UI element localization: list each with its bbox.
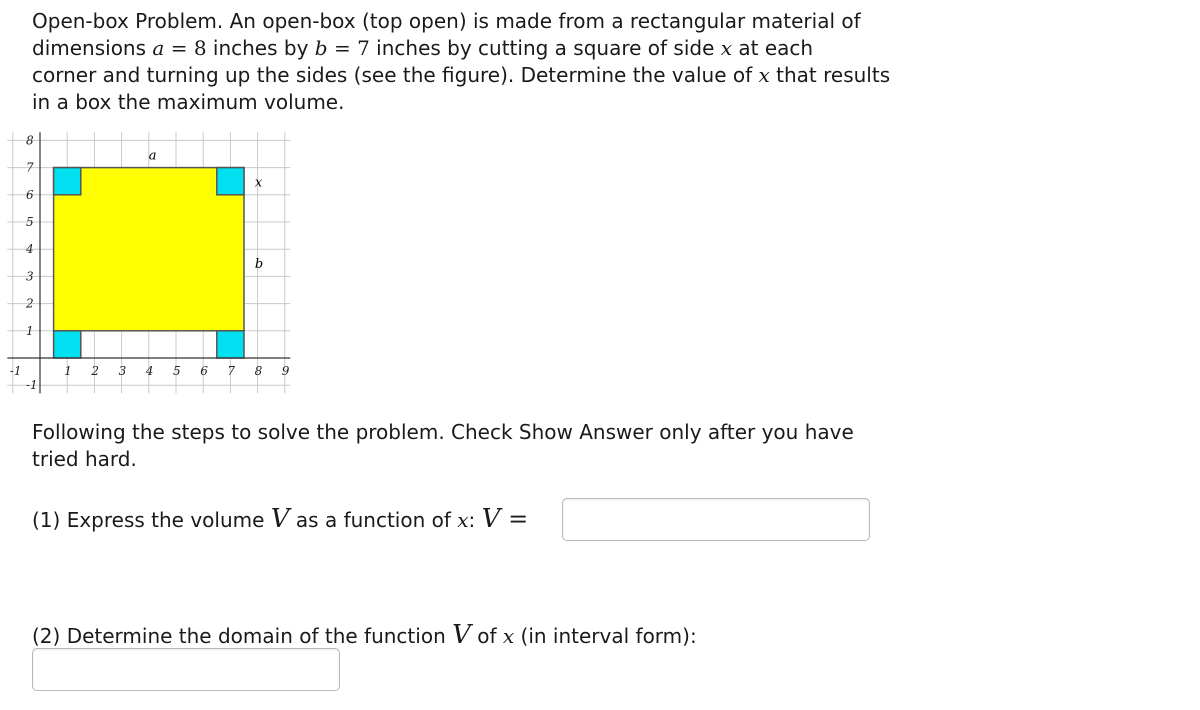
b-symbol: b [314,36,328,60]
equals-sign: = [333,36,351,60]
label-x: x [254,175,263,191]
volume-answer-input[interactable] [562,498,870,541]
y-tick-label: 2 [26,296,34,311]
x-symbol: x [457,508,469,532]
label-b: b [254,257,264,273]
y-tick-label: 5 [26,215,34,229]
text: inches by [206,36,315,60]
problem-line-4: in a box the maximum volume. [32,90,345,114]
y-tick-label: 7 [26,160,34,175]
y-tick-label: 1 [26,323,34,338]
text: (in interval form): [514,624,697,648]
question-2 [32,621,697,650]
y-tick-label: 6 [26,187,34,202]
text: : [468,508,482,532]
x-symbol: x [758,63,770,87]
y-tick-label: 3 [26,269,34,284]
x-tick-label: 9 [281,364,290,378]
text: corner and turning up the sides (see the figure). Determine the value of [32,63,759,87]
v-symbol: V [452,620,471,650]
problem-line-1: Open-box Problem. An open-box (top open) is made from a rectangular material of [32,9,861,33]
text: that results [769,63,891,87]
text: (1) Express the volume [32,508,271,532]
v-symbol: V [481,504,501,534]
domain-answer-input[interactable] [32,648,340,691]
instructions [32,419,912,473]
a-symbol: a [152,36,165,60]
x-tick-label: 1 [64,364,72,378]
v-symbol: V [270,504,290,534]
label-a: a [148,148,157,164]
corner-square [54,331,81,358]
x-tick-label: 5 [173,364,181,378]
text: of [470,624,503,648]
x-tick-label: 3 [118,364,127,378]
x-symbol: x [502,624,515,648]
corner-square [54,168,81,195]
instructions-line-1: Following the steps to solve the problem. Check Show Answer only after you have [32,420,854,444]
y-tick-label: 8 [26,133,34,148]
text: inches by cutting a square of side [369,36,721,60]
x-symbol: x [720,36,733,60]
text: as a function of [289,508,458,532]
x-tick-label: 6 [200,364,208,378]
question-1 [32,505,528,534]
corner-square [217,168,244,195]
x-tick-label: 8 [254,364,263,378]
x-tick-label: -1 [9,364,22,378]
text: (2) Determine the domain of the function [32,624,453,648]
x-tick-label: 2 [91,364,100,378]
corner-square [217,331,244,358]
x-tick-label: 7 [227,364,236,378]
a-value: 8 [193,36,207,60]
y-tick-label: -1 [26,378,38,393]
b-value: 7 [357,36,370,60]
x-tick-label: 4 [145,364,154,378]
equals-sign: = [500,505,529,533]
instructions-line-2: tried hard. [32,447,137,471]
equals-sign: = [170,36,188,60]
y-tick-label: 4 [26,242,34,257]
material-rectangle [54,168,244,331]
text: at each [732,36,814,60]
text: dimensions [32,36,153,60]
